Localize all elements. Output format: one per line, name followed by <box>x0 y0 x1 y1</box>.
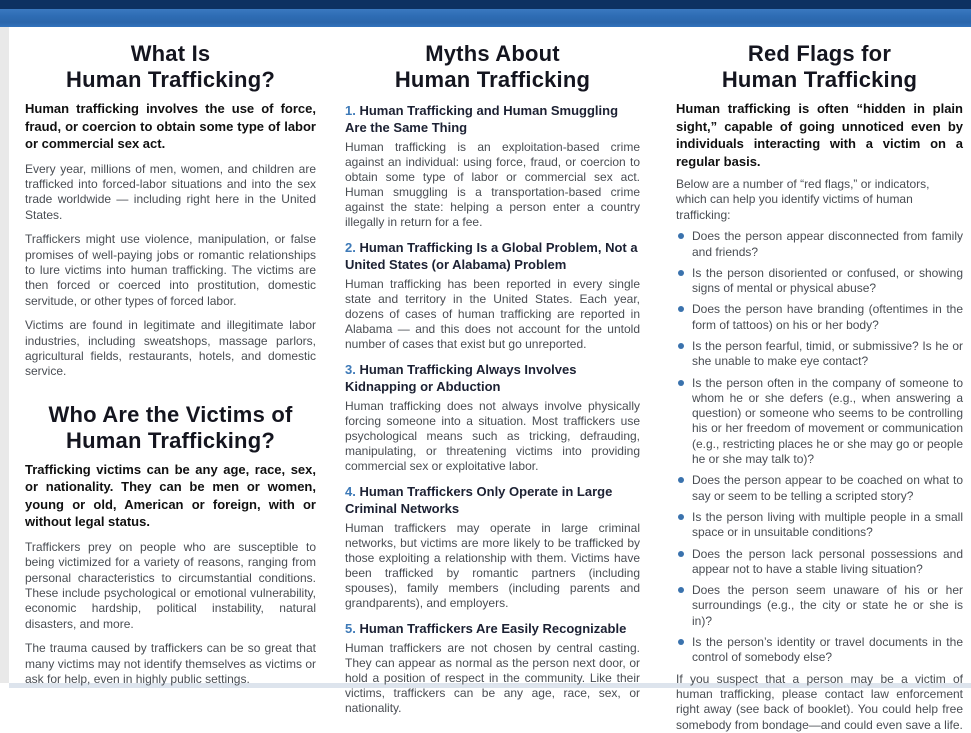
list-item <box>676 302 963 333</box>
myth-heading <box>345 102 640 136</box>
bullet-icon <box>678 270 684 276</box>
bullet-text: Does the person appear to be coached on what to say or seem to be telling a scripted story? <box>692 473 963 503</box>
myth-heading <box>345 620 640 637</box>
bullet-text: Is the person fearful, timid, or submissive? Is he or she unable to make eye contact? <box>692 339 963 369</box>
myth-body: Human trafficking has been reported in every single state and territory in the United States. Each year, dozens of cases of human trafficking are reported in Alabama — and this does not account for the untold number of cases that exist but go unreported. <box>345 277 640 351</box>
list-item <box>676 266 963 297</box>
top-bar-dark <box>0 0 971 9</box>
myth-item <box>345 620 640 716</box>
myth-body: Human trafficking does not always involve physically forcing someone into a situation. Most traffickers use psychological means such as tricking, defrauding, manipulating, or threatening victims into providing commercial sex or exploitative labor. <box>345 399 640 473</box>
intro-paragraph: Below are a number of “red flags,” or indicators, which can help you identify victims of human trafficking: <box>676 177 930 222</box>
list-item <box>676 635 963 666</box>
closing-paragraph: If you suspect that a person may be a victim of human trafficking, please contact law enforcement right away (see back of booklet). You could help free somebody from bondage—and could even save a life. <box>676 671 963 732</box>
bullet-icon <box>678 514 684 520</box>
myth-heading <box>345 239 640 273</box>
bullet-text: Does the person seem unaware of his or her surroundings (e.g., the city or state he or she is in)? <box>692 583 963 628</box>
title-line: Myths About <box>425 41 560 66</box>
bullet-icon <box>678 477 684 483</box>
bullet-icon <box>678 343 684 349</box>
column-what-is <box>25 27 316 687</box>
myth-number: 3. <box>345 362 356 377</box>
list-item <box>676 376 963 468</box>
title-line: What Is <box>130 41 211 66</box>
myth-heading-text: Human Traffickers Are Easily Recognizable <box>359 621 627 636</box>
myth-item <box>345 361 640 474</box>
myth-number: 1. <box>345 103 356 118</box>
red-flags-list <box>676 229 963 665</box>
column-myths <box>345 27 640 716</box>
section-title-who-are-victims <box>25 402 316 454</box>
bullet-text: Is the person’s identity or travel documents in the control of somebody else? <box>692 635 963 665</box>
bullet-text: Does the person have branding (oftentimes in the form of tattoos) on his or her body? <box>692 302 963 332</box>
myth-number: 4. <box>345 484 356 499</box>
body-paragraph: Traffickers prey on people who are susceptible to being victimized for a variety of reasons, ranging from personal characteristics to circumstantial conditions. These include psychological or emotional vulnerability, economic hardship, political instability, natural disasters, and more. <box>25 539 316 631</box>
list-item <box>676 339 963 370</box>
body-paragraph: Every year, millions of men, women, and children are trafficked into forced-labor situations and into the sex trade worldwide — including right here in the United States. <box>25 161 316 222</box>
body-paragraph: Victims are found in legitimate and illegitimate labor industries, including sweatshops, massage parlors, agricultural fields, restaurants, hotels, and domestic service. <box>25 318 316 379</box>
myth-heading-text: Human Trafficking Is a Global Problem, Not a United States (or Alabama) Problem <box>345 240 638 272</box>
list-item <box>676 547 963 578</box>
title-line: Human Trafficking? <box>66 427 275 453</box>
list-item <box>676 229 963 260</box>
bullet-text: Is the person disoriented or confused, or showing signs of mental or physical abuse? <box>692 265 963 296</box>
bullet-text: Does the person lack personal possessions and appear not to have a stable living situation? <box>692 546 963 576</box>
myth-body: Human trafficking is an exploitation-based crime against an individual: using force, fraud, or coercion to obtain some type of labor or commercial sex act. Human smuggling is a transportation-based crime against the state: helping a person enter a country illegally in return for a fee. <box>345 140 640 229</box>
top-bar-blue <box>0 9 971 27</box>
myth-body: Human traffickers are not chosen by central casting. They can appear as normal as the person next door, or hold a position of respect in the community. Like their victims, traffickers can be any age, race, sex, or nationality. <box>345 641 640 715</box>
section-title-what-is <box>25 41 316 93</box>
bullet-icon <box>678 551 684 557</box>
myth-heading <box>345 483 640 517</box>
lead-paragraph: Human trafficking is often “hidden in plain sight,” capable of going unnoticed even by individuals interacting with a victim on a regular basis. <box>676 101 963 169</box>
title-line: Human Trafficking? <box>66 67 275 92</box>
bullet-icon <box>678 233 684 239</box>
lead-paragraph: Trafficking victims can be any age, race, sex, or nationality. They can be men or women, young or old, American or foreign, with or without legal status. <box>25 461 316 530</box>
bullet-icon <box>678 639 684 645</box>
myth-number: 5. <box>345 621 356 636</box>
title-line: Who Are the Victims of <box>48 401 293 427</box>
list-item <box>676 583 963 629</box>
body-paragraph: The trauma caused by traffickers can be so great that many victims may not identify themselves as victims or ask for help, even in highly public settings. <box>25 641 316 687</box>
list-item <box>676 510 963 541</box>
myth-heading <box>345 361 640 395</box>
myth-heading-text: Human Trafficking Always Involves Kidnapping or Abduction <box>345 362 577 394</box>
title-line: Red Flags for <box>747 41 892 66</box>
bullet-icon <box>678 380 684 386</box>
title-line: Human Trafficking <box>721 67 918 92</box>
page-left-edge <box>0 27 9 683</box>
bullet-icon <box>678 306 684 312</box>
myth-heading-text: Human Traffickers Only Operate in Large Criminal Networks <box>345 484 613 516</box>
lead-paragraph: Human trafficking involves the use of force, fraud, or coercion to obtain some type of labor or commercial sex act. <box>25 101 316 151</box>
bullet-icon <box>678 587 684 593</box>
myth-heading-text: Human Trafficking and Human Smuggling Are the Same Thing <box>345 103 619 135</box>
body-paragraph: Traffickers might use violence, manipulation, or false promises of well-paying jobs or romantic relationships to lure victims into human trafficking. The victims are then forced or coerced into prostitution, domestic servitude, or other types of forced labor. <box>25 232 316 308</box>
list-item <box>676 473 963 504</box>
myth-item <box>345 239 640 352</box>
myth-number: 2. <box>345 240 356 255</box>
bullet-text: Is the person often in the company of someone to whom he or she defers (e.g., when answering a question) or someone who seems to be controlling his or her freedom of movement or communication (e.g., restricting places he or she may go or people he or she may talk to)? <box>692 375 963 467</box>
myth-item <box>345 483 640 611</box>
bullet-text: Is the person living with multiple people in a small space or in unsuitable conditions? <box>692 509 963 540</box>
section-title-myths <box>345 41 640 93</box>
myth-body: Human traffickers may operate in large criminal networks, but victims are more likely to be trafficked by those exploiting a relationship with them. Victims have been trafficked by romantic partners (including spouses), family members (including parents and grandparents), and employers. <box>345 521 640 610</box>
myth-item <box>345 102 640 230</box>
title-line: Human Trafficking <box>394 67 591 92</box>
bullet-text: Does the person appear disconnected from family and friends? <box>692 229 963 259</box>
column-red-flags <box>676 27 963 733</box>
section-title-red-flags <box>676 41 963 93</box>
